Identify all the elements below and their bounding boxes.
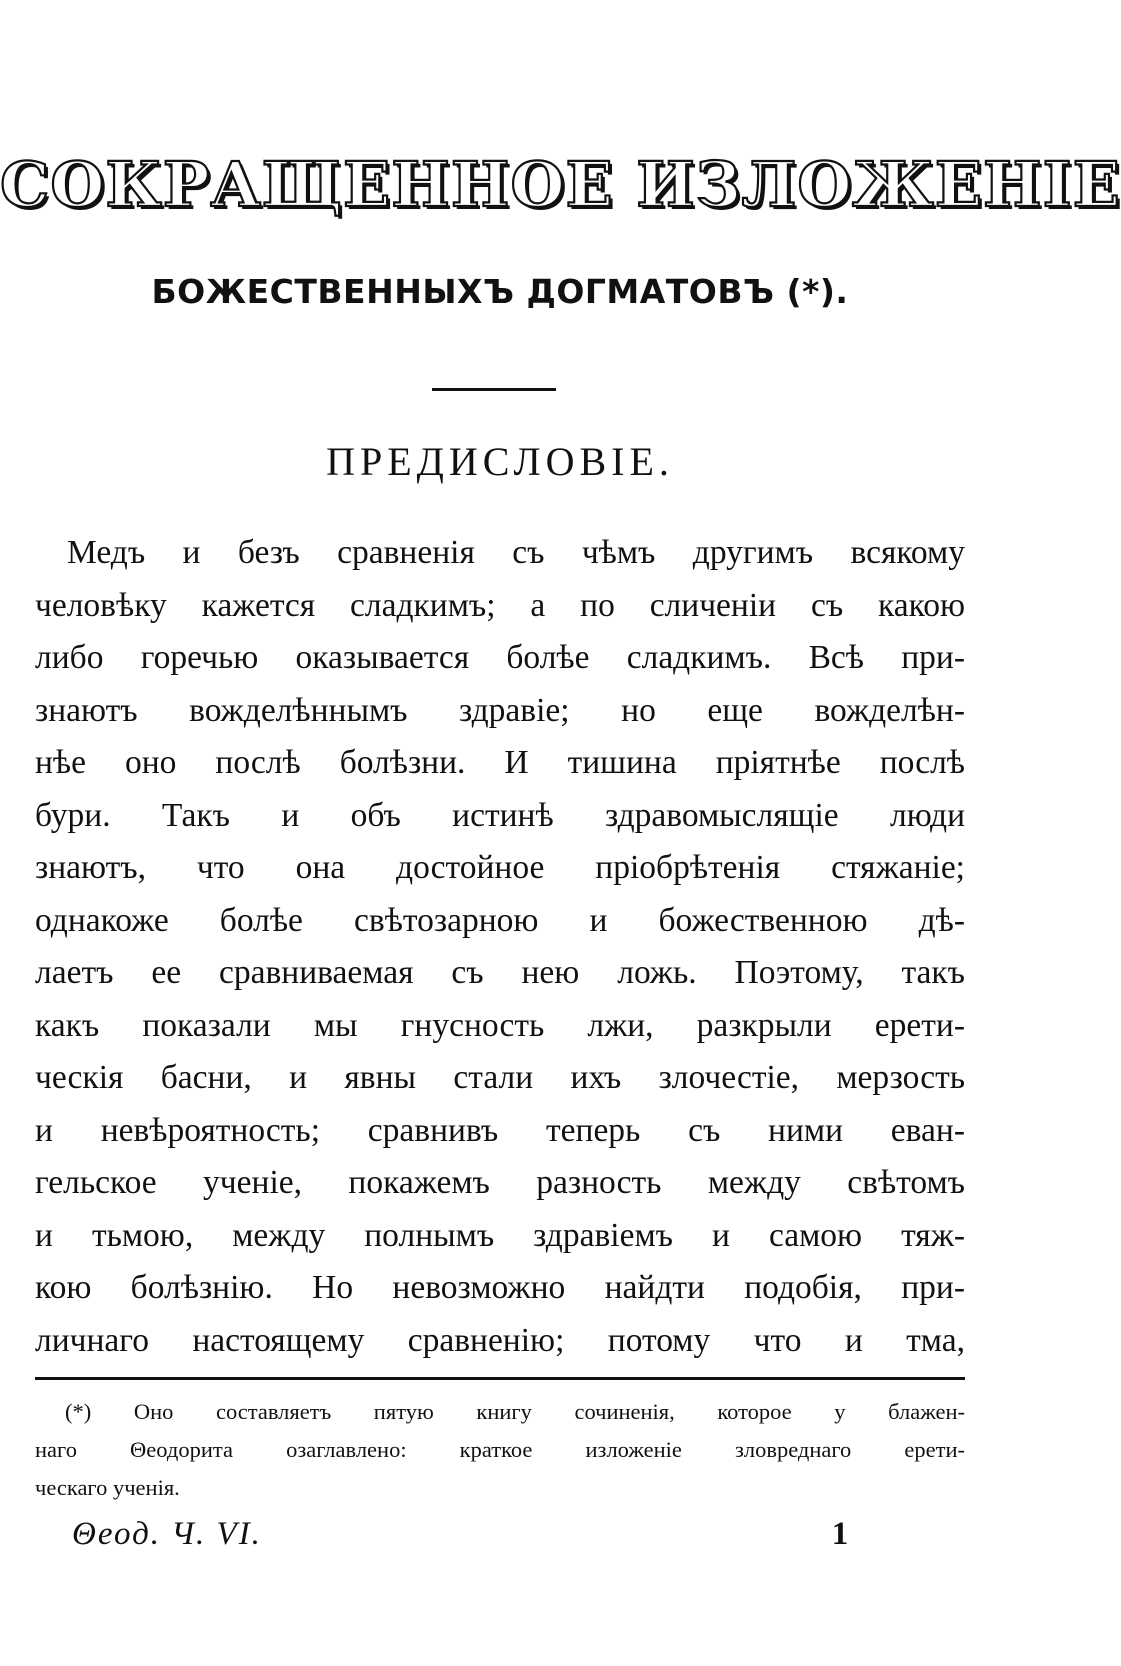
- page-title: СОКРАЩЕННОЕ ИЗЛОЖЕНІЕ: [0, 148, 1121, 221]
- body-text: [35, 527, 965, 1367]
- footnote-divider: [35, 1377, 965, 1380]
- section-heading: ПРЕДИСЛОВІЕ.: [326, 439, 674, 484]
- page-number: 1: [831, 1516, 849, 1552]
- footnote-line: наго Θеодорита озаглавлено: краткое изложеніе зловреднаго ерети-: [35, 1437, 965, 1462]
- body-line: кою болѣзнію. Но невозможно найдти подобія, при-: [35, 1269, 965, 1306]
- page-subtitle: БОЖЕСТВЕННЫХЪ ДОГМАТОВЪ (*).: [151, 272, 849, 311]
- body-line: гельское ученіе, покажемъ разность между свѣтомъ: [35, 1164, 965, 1201]
- body-line: и тьмою, между полнымъ здравіемъ и самою тяж-: [35, 1216, 965, 1254]
- body-line: знаютъ, что она достойное пріобрѣтенія стяжаніе;: [35, 849, 965, 886]
- body-line: и невѣроятность; сравнивъ теперь съ ними еван-: [35, 1111, 965, 1149]
- signature-mark: Θеод. Ч. VI.: [72, 1516, 262, 1552]
- body-line: нѣе оно послѣ болѣзни. И тишина пріятнѣе послѣ: [35, 744, 965, 781]
- body-line: однакоже болѣе свѣтозарною и божественною дѣ-: [35, 901, 965, 939]
- footnote: [35, 1393, 965, 1507]
- body-line: бури. Такъ и объ истинѣ здравомыслящіе люди: [35, 796, 965, 834]
- footnote-line: ческаго ученія.: [35, 1475, 180, 1500]
- title-divider: [432, 388, 556, 391]
- body-line: знаютъ вожделѣннымъ здравіе; но еще вожделѣн-: [35, 691, 965, 729]
- body-line: какъ показали мы гнусность лжи, разкрыли ерети-: [35, 1006, 965, 1044]
- body-line: лаетъ ее сравниваемая съ нею ложь. Поэтому, такъ: [35, 954, 965, 991]
- body-line: либо горечью оказывается болѣе сладкимъ. Всѣ при-: [35, 639, 965, 676]
- body-line: ческія басни, и явны стали ихъ злочестіе, мерзость: [35, 1059, 965, 1096]
- body-line: Медъ и безъ сравненія съ чѣмъ другимъ всякому: [67, 534, 965, 571]
- body-line: личнаго настоящему сравненію; потому что и тма,: [35, 1321, 965, 1359]
- footnote-line: (*) Оно составляетъ пятую книгу сочиненія, которое у блажен-: [65, 1399, 965, 1424]
- body-line: человѣку кажется сладкимъ; а по сличеніи съ какою: [35, 586, 965, 624]
